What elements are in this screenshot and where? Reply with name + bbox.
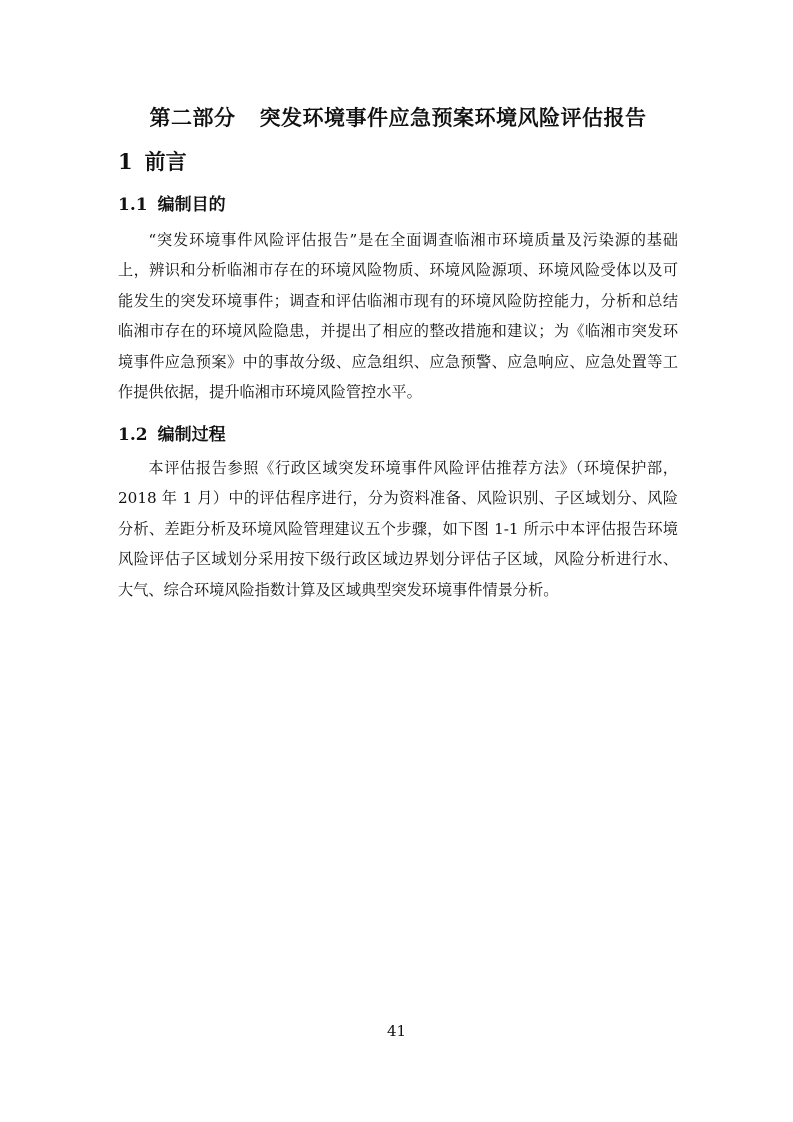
page-number: 41 bbox=[386, 1022, 407, 1040]
section-1-2-heading bbox=[118, 420, 226, 445]
section-1-1-heading bbox=[118, 190, 226, 215]
section-1-1-title: 编制目的 bbox=[157, 195, 226, 215]
section-1-title: 前言 bbox=[144, 149, 187, 174]
section-1-2-title: 编制过程 bbox=[157, 425, 226, 445]
section-1-1-number: 1.1 bbox=[118, 195, 148, 215]
section-1-number: 1 bbox=[118, 149, 133, 174]
section-1-2-paragraph: 本评估报告参照《行政区域突发环境事件风险评估推荐方法》（环境保护部，2018 年 1 月）中的评估程序进行，分为资料准备、风险识别、子区域划分、风险分析、差距分析及环境风险管理建议五个步骤，如下图 1-1 所示中本评估报告环境风险评估子区域划分采用按下级行政区域边界划分评估子区域，风险分析进行水、大气、综合环境风险指数计算及区域典型突发环境事件情景分析。 bbox=[118, 459, 678, 599]
section-1-heading bbox=[118, 146, 187, 176]
section-1-2-number: 1.2 bbox=[118, 425, 148, 445]
section-1-1-paragraph: “突发环境事件风险评估报告”是在全面调查临湘市环境质量及污染源的基础上，辨识和分析临湘市存在的环境风险物质、环境风险源项、环境风险受体以及可能发生的突发环境事件；调查和评估临湘市现有的环境风险防控能力，分析和总结临湘市存在的环境风险隐患，并提出了相应的整改措施和建议；为《临湘市突发环境事件应急预案》中的事故分级、应急组织、应急预警、应急响应、应急处置等工作提供依据，提升临湘市环境风险管控水平。 bbox=[118, 231, 678, 402]
part-title-label: 第二部分 bbox=[149, 105, 236, 130]
part-title bbox=[118, 102, 678, 132]
part-title-text: 突发环境事件应急预案环境风险评估报告 bbox=[259, 105, 647, 130]
